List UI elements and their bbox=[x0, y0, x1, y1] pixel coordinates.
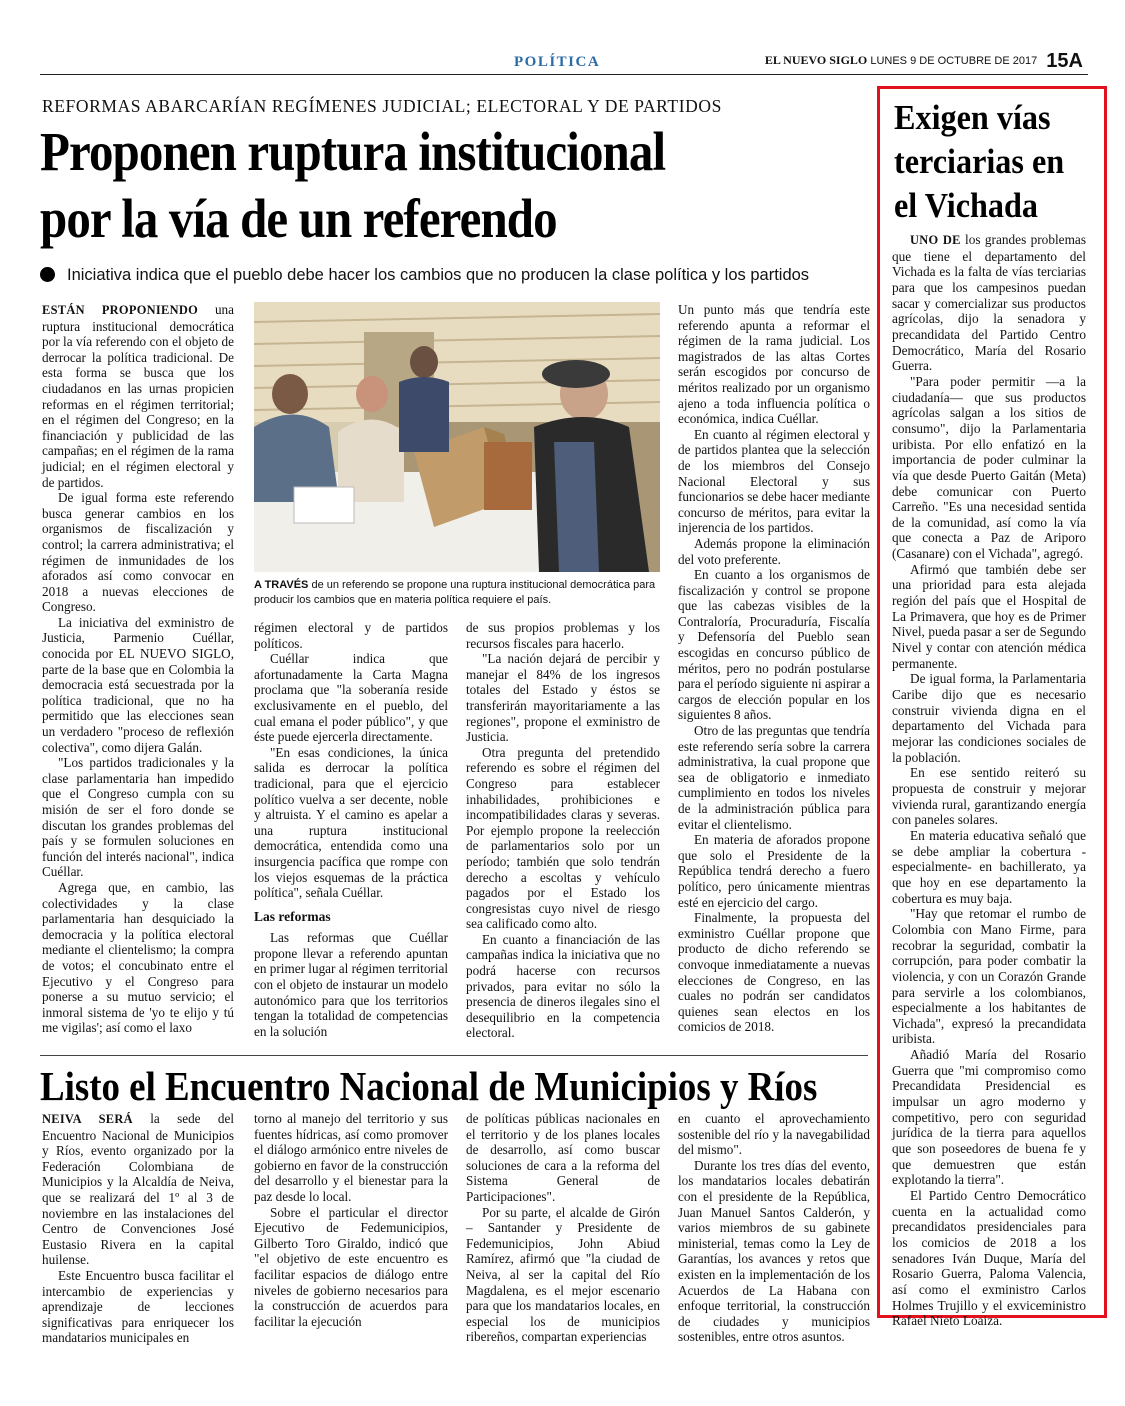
main-paragraph: En cuanto al régimen electoral y de partidos plantea que la selección de los miembros del Consejo Nacional Electoral y sus funcionarios se debe hacer mediante concurso de méritos, para evitar la injerencia de los partidos. bbox=[678, 426, 870, 536]
main-paragraph: La iniciativa del exministro de Justicia, Parmenio Cuéllar, conocida por EL NUEVO SIGLO, parte de la base que en Colombia la democracia está secuestrada por la política tradicional, que no ha permitido que las elecciones sean un verdadero "proceso de reflexión colectiva", como dijera Galán. bbox=[42, 614, 234, 755]
sidebar-paragraph: Afirmó que también debe ser una prioridad para esta alejada región del país que el Hospital de La Primavera, que hoy es de Primer Nivel, pueda pasar a ser de Segundo Nivel y contar con atención médica permanente. bbox=[892, 561, 1086, 671]
main-paragraph: Otra pregunta del pretendido referendo es sobre el régimen del Congreso para establecer inhabilidades, prohibiciones e incompatibilidades claras y severas. Por ejemplo propone la reelección de parlamentarios solo por un período; también que solo tendrán derecho a escoltas y vehículo pagados por el Estado los congresistas cuyo nivel de riesgo sea calificado como alto. bbox=[466, 744, 660, 932]
main-paragraph: de sus propios problemas y los recursos fiscales para hacerlo. bbox=[466, 620, 660, 651]
photo-caption bbox=[254, 578, 660, 607]
main-subhead bbox=[40, 266, 880, 285]
second-headline: Listo el Encuentro Nacional de Municipios y Ríos bbox=[40, 1063, 818, 1109]
sidebar-paragraph: Añadió María del Rosario Guerra que "mi compromiso como Precandidata Presidencial es impulsar un agro moderno y competitivo, pero con seguridad jurídica de la tierra para aquellos que son poseedores de buena fe y que demuestren que están explotando la tierra". bbox=[892, 1047, 1086, 1188]
main-headline-line1: Proponen ruptura institucional bbox=[40, 121, 666, 182]
sidebar-paragraph: En materia educativa señaló que se debe ampliar la cobertura -especialmente- en bachillerato, ya que hoy en ese departamento la cobertura es muy baja. bbox=[892, 827, 1086, 906]
sidebar-body bbox=[892, 232, 1086, 1329]
voting-photo-illustration bbox=[254, 302, 660, 572]
second-paragraph: Sobre el particular el director Ejecutivo de Fedemunicipios, Gilberto Toro Giraldo, indicó que "el objetivo de este encuentro es facilitar espacios de diálogo entre niveles de gobierno necesarios para la construcción de acuerdos para facilitar la ejecución bbox=[254, 1204, 448, 1329]
second-column-4 bbox=[678, 1111, 870, 1345]
main-paragraph: Además propone la eliminación del voto preferente. bbox=[678, 535, 870, 567]
publication-name: EL NUEVO SIGLO bbox=[764, 53, 868, 67]
sidebar-paragraph: De igual forma, la Parlamentaria Caribe dijo que es necesario construir vivienda digna en el departamento del Vichada para mejorar las condiciones sociales de la población. bbox=[892, 671, 1086, 765]
sidebar-paragraph: UNO DE los grandes problemas que tiene el departamento del Vichada es la falta de vías terciarias para que los campesinos puedan sacar y comercializar sus productos agrícolas, dijo la senadora y precandidata del Partido Centro Democrático, María del Rosario Guerra. bbox=[892, 232, 1086, 374]
bullet-dot-icon bbox=[40, 267, 55, 282]
main-column-3 bbox=[466, 620, 660, 1041]
main-paragraph: En cuanto a los organismos de fiscalización y control se propone que las cabezas visibles de la Contraloría, Procuraduría, Fiscalía y Defensoría del Pueblo sean escogidas en concurso público de méritos, pero no podrán postularse para el período siguiente ni aspirar a cargos de elección popular en los siguientes 8 años. bbox=[678, 567, 870, 723]
sidebar-lead-word: UNO DE bbox=[910, 233, 961, 247]
main-paragraph: Otro de las preguntas que tendría este referendo sería sobre la carrera administrativa, la cual propone que sea de obligatorio e inmediato cumplimiento en todos los niveles de la administración pública para evitar el clientelismo. bbox=[678, 723, 870, 832]
main-headline bbox=[40, 118, 779, 252]
header-rule bbox=[40, 74, 1088, 75]
main-paragraph: Agrega que, en cambio, las colectividades y la clase parlamentaria han desquiciado la democracia y la política electoral mediante el clientelismo; la compra de votos; el concubinato entre el Ejecutivo y el Congreso para ponerse a su mutuo servicio; el inmoral sistema de 'yo te elijo y tú me vigilas'; así como el laxo bbox=[42, 879, 234, 1036]
main-lead-word: ESTÁN PROPONIENDO bbox=[42, 303, 199, 317]
second-column-1 bbox=[42, 1111, 234, 1346]
sidebar-headline-line3: el Vichada bbox=[894, 186, 1039, 225]
section-label: POLÍTICA bbox=[514, 54, 601, 70]
second-paragraph: NEIVA SERÁ la sede del Encuentro Nacional de Municipios y Ríos, evento organizado por la Federación Colombiana de Municipios y la Alcaldía de Neiva, que se realizará del 1º al 3 de noviembre en las instalaciones del Centro de Convenciones José Eustasio Rivera en la capital huilense. bbox=[42, 1111, 234, 1268]
main-paragraph: En materia de aforados propone que solo el Presidente de la República tendrá derecho a fuero político, pero únicamente mientras esté en ejercicio del cargo. bbox=[678, 832, 870, 910]
second-paragraph: en cuanto el aprovechamiento sostenible del río y la navegabilidad del mismo". bbox=[678, 1111, 870, 1158]
page-number: 15A bbox=[1046, 50, 1083, 72]
main-paragraph: "En esas condiciones, la única salida es derrocar la política tradicional, para que el ejercicio político vuelva a ser decente, noble y altruista. Y el camino es apelar a una ruptura institucional democrática, entendida como una insurgencia pacífica que rompe con los viejos esquemas de la práctica política", señala Cuéllar. bbox=[254, 744, 448, 901]
main-paragraph: ESTÁN PROPONIENDO una ruptura institucional democrática por la vía referendo con el objeto de derrocar la política tradicional. De esta forma se busca que los ciudadanos en las urnas propicien reformas en el régimen territorial; en el régimen del Congreso; en la financiación y publicidad de las campañas; en el régimen de la rama judicial; en el régimen electoral y de partidos. bbox=[42, 302, 234, 490]
main-paragraph: Un punto más que tendría este referendo apunta a reformar el régimen de la rama judicial. Los magistrados de las altas Cortes serán escogidos por concurso de méritos realizado por un organismo ajeno a toda influencia política o económica, indica Cuéllar. bbox=[678, 302, 870, 427]
second-paragraph: Por su parte, el alcalde de Girón – Santander y Presidente de Fedemunicipios, John Abiud Ramírez, afirmó que "la ciudad de Neiva, al ser la capital del Río Magdalena, es el mejor escenario para que los mandatarios locales, en especial los de municipios ribereños, compartan experiencias bbox=[466, 1204, 660, 1345]
sidebar-paragraph: En ese sentido reiteró su propuesta de construir y mejorar vivienda rural, garantizando energía con paneles solares. bbox=[892, 765, 1086, 828]
main-paragraph: Las reformas que Cuéllar propone llevar a referendo apuntan en primer lugar al régimen territorial con el objeto de instaurar un modelo autonómico para que los territorios tengan la totalidad de competencias en la solución bbox=[254, 930, 448, 1039]
main-paragraph: En cuanto a financiación de las campañas indica la iniciativa que no podrá hacerse con recursos privados, para evitar no sólo la presencia de dineros ilegales sino el desequilibrio en la competencia electoral. bbox=[466, 931, 660, 1041]
main-paragraph: De igual forma este referendo busca generar cambios en los organismos de fiscalización y control; la carrera administrativa; el régimen de inmunidades de los aforados así como convocar en 2018 a nuevas elecciones de Congreso. bbox=[42, 490, 234, 615]
main-paragraph: "La nación dejará de percibir y manejar el 84% de los ingresos totales del Estado y éstos se transferirán mayoritariamente a las regiones", propone el exministro de Justicia. bbox=[466, 651, 660, 745]
main-subhead-text: Iniciativa indica que el pueblo debe hacer los cambios que no producen la clase política y los partidos bbox=[67, 266, 810, 284]
voting-photo bbox=[254, 302, 660, 572]
main-headline-line2: por la vía de un referendo bbox=[40, 188, 557, 249]
main-column-1 bbox=[42, 302, 234, 1036]
sidebar-paragraph: "Hay que retomar el rumbo de Colombia con Mano Firme, para recobrar la seguridad, combatir la corrupción, para poder combatir la violencia, y con un Corazón Grande para servirle a los colombianos, especialmente a los habitantes de Vichada", expresó la precandidata uribista. bbox=[892, 906, 1086, 1047]
second-paragraph: Durante los tres días del evento, los mandatarios locales debatirán con el presidente de la República, Juan Manuel Santos Calderón, y varios miembros de su gabinete ministerial, temas como la Ley de Garantías, los avances y retos que existen en la implementación de los Acuerdos de La Habana con enfoque territorial, la construcción de ciudades y municipios sostenibles, entre otros asuntos. bbox=[678, 1157, 870, 1345]
sidebar-paragraph: "Para poder permitir —a la ciudadanía— que sus productos agrícolas salgan a los sitios de consumo", dijo la Parlamentaria uribista. Por ello enfatizó en la importancia de poder culminar la vía que desde Puerto Gaitán (Meta) debe comunicar con Puerto Carreño. "Es una necesidad sentida de la comunidad, así como la vía que conecta a Paz de Ariporo (Casanare) con el Vichada", agregó. bbox=[892, 373, 1086, 562]
second-column-2 bbox=[254, 1111, 448, 1329]
publication-date: LUNES 9 DE OCTUBRE DE 2017 bbox=[870, 55, 1038, 67]
sidebar-headline-line1: Exigen vías bbox=[894, 98, 1051, 137]
sidebar-headline bbox=[894, 96, 1078, 228]
main-paragraph: régimen electoral y de partidos políticos. bbox=[254, 620, 448, 651]
subtitle-las-reformas: Las reformas bbox=[254, 908, 331, 924]
sidebar-headline-line2: terciarias en bbox=[894, 142, 1065, 181]
main-kicker: REFORMAS ABARCARÍAN REGÍMENES JUDICIAL; ELECTORAL Y DE PARTIDOS bbox=[42, 96, 722, 116]
sidebar-paragraph: El Partido Centro Democrático cuenta en la actualidad como precandidatos presidenciales para los comicios de 2018 a los senadores Iván Duque, María del Rosario Guerra, Paloma Valencia, así como el exministro Carlos Holmes Trujillo y el exviceministro Rafael Nieto Loaiza. bbox=[892, 1188, 1086, 1329]
main-paragraph: Cuéllar indica que afortunadamente la Carta Magna proclama que "la soberanía reside exclusivamente en el pueblo, del cual emana el poder público", y que éste puede ejercerla directamente. bbox=[254, 651, 448, 745]
caption-lead: A TRAVÉS bbox=[254, 579, 309, 591]
main-column-4 bbox=[678, 302, 870, 1035]
second-column-3 bbox=[466, 1111, 660, 1345]
main-column-2 bbox=[254, 620, 448, 1039]
story-divider bbox=[40, 1055, 868, 1056]
second-lead-word: NEIVA SERÁ bbox=[42, 1112, 133, 1126]
caption-text: de un referendo se propone una ruptura institucional democrática para producir los cambios que en materia política requiere el país. bbox=[254, 579, 656, 606]
second-paragraph: Este Encuentro busca facilitar el intercambio de experiencias y aprendizaje de lecciones significativas para enriquecer los mandatarios municipales en bbox=[42, 1267, 234, 1346]
second-paragraph: torno al manejo del territorio y sus fuentes hídricas, así como promover el diálogo armónico entre niveles de gobierno en favor de la construcción del desarrollo y el bienestar para la paz desde lo local. bbox=[254, 1111, 448, 1204]
main-paragraph: Finalmente, la propuesta del exministro Cuéllar propone que producto de dicho referendo se convoque inmediatamente a nuevas elecciones de Congreso, en las cuales no podrán ser candidatos quienes sean electos en los comicios de 2018. bbox=[678, 910, 870, 1035]
main-paragraph: "Los partidos tradicionales y la clase parlamentaria han impedido que el Congreso cumpla con su misión de ser el foro donde se discutan los grandes problemas del país y se formulen soluciones en función del interés nacional", indica Cuéllar. bbox=[42, 755, 234, 880]
second-paragraph: de políticas públicas nacionales en el territorio y de los planes locales de desarrollo, así como buscar soluciones de cara a la reforma del Sistema General de Participaciones". bbox=[466, 1111, 660, 1204]
page-masthead bbox=[765, 50, 1083, 73]
